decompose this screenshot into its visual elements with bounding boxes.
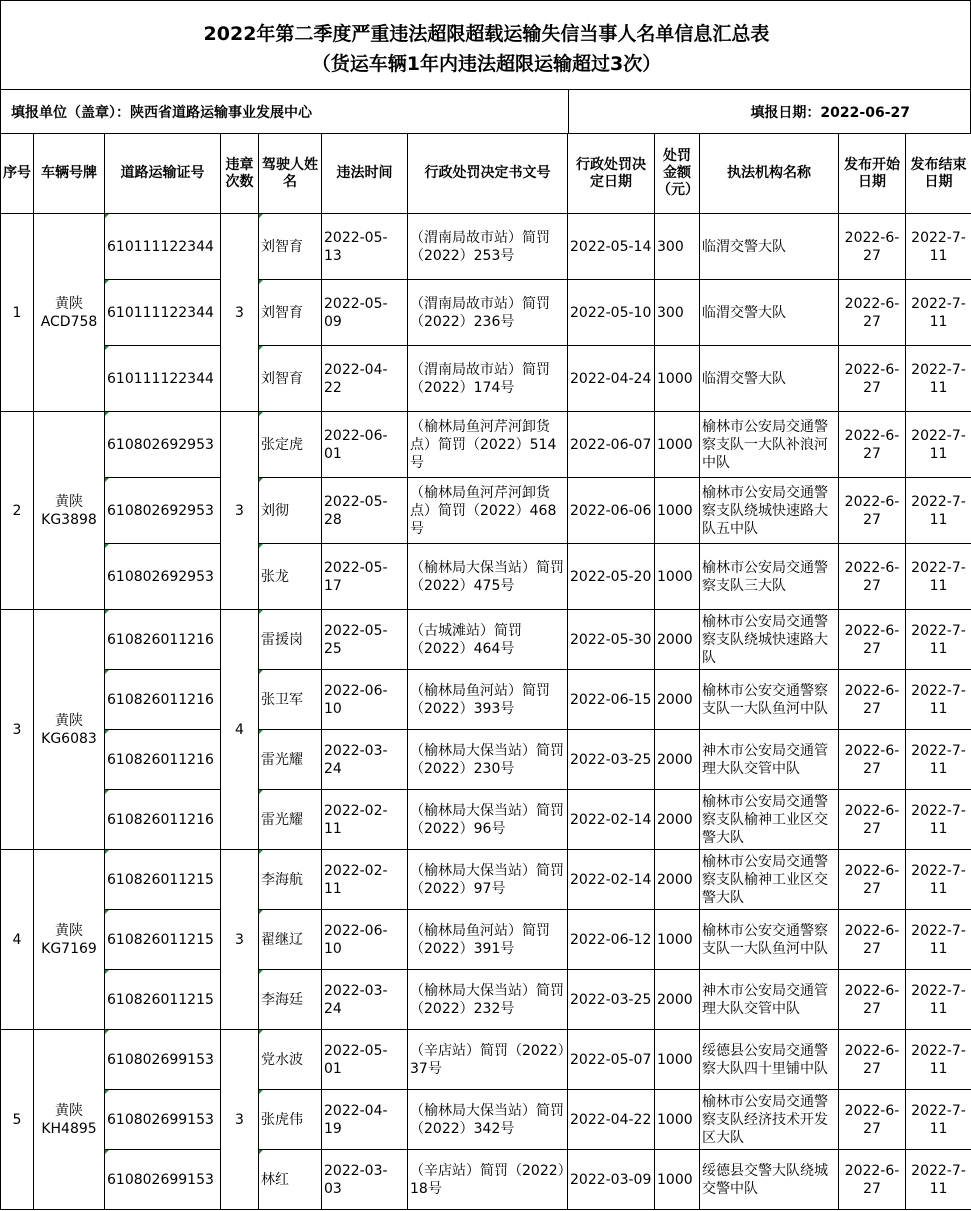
vehicle-plate: 黄陕KG3898 bbox=[34, 412, 105, 610]
enforcement-agency: 榆林市公安局交通警察支队经济技术开发区大队 bbox=[700, 1090, 839, 1150]
report-date: 填报日期：2022-06-27 bbox=[750, 105, 910, 121]
penalty-amount: 1000 bbox=[655, 412, 700, 478]
decision-date: 2022-04-22 bbox=[568, 1090, 655, 1150]
decision-date: 2022-05-20 bbox=[568, 544, 655, 610]
header-agency: 执法机构名称 bbox=[700, 134, 839, 214]
penalty-doc-number: （渭南局故市站）简罚（2022）236号 bbox=[408, 280, 568, 346]
publish-end: 2022-7-11 bbox=[906, 1090, 971, 1150]
driver-name: 党水波 bbox=[259, 1030, 322, 1090]
publish-end: 2022-7-11 bbox=[906, 730, 971, 790]
penalty-doc-number: （榆林局鱼河芹河卸货点）简罚（2022）514号 bbox=[408, 412, 568, 478]
header-doc: 行政处罚决定书文号 bbox=[408, 134, 568, 214]
report-title: 2022年第二季度严重违法超限超载运输失信当事人名单信息汇总表 bbox=[203, 23, 770, 45]
enforcement-agency: 神木市公安局交通管理大队交管中队 bbox=[700, 730, 839, 790]
publish-start: 2022-6-27 bbox=[839, 730, 906, 790]
decision-date: 2022-02-14 bbox=[568, 850, 655, 910]
row-seq: 2 bbox=[1, 412, 34, 610]
table-row bbox=[1, 670, 971, 730]
driver-name: 雷光耀 bbox=[259, 790, 322, 850]
table-row bbox=[1, 910, 971, 970]
transport-license: 610826011215 bbox=[105, 970, 221, 1030]
header-decision-date: 行政处罚决定日期 bbox=[568, 134, 655, 214]
vehicle-plate: 黄陕KH4895 bbox=[34, 1030, 105, 1210]
publish-start: 2022-6-27 bbox=[839, 412, 906, 478]
transport-license: 610802699153 bbox=[105, 1030, 221, 1090]
publish-start: 2022-6-27 bbox=[839, 544, 906, 610]
header-license: 道路运输证号 bbox=[105, 134, 221, 214]
publish-start: 2022-6-27 bbox=[839, 670, 906, 730]
violation-time: 2022-03-03 bbox=[322, 1150, 408, 1210]
penalty-doc-number: （古城滩站）简罚（2022）464号 bbox=[408, 610, 568, 670]
violation-count: 3 bbox=[221, 850, 259, 1030]
publish-start: 2022-6-27 bbox=[839, 850, 906, 910]
decision-date: 2022-03-09 bbox=[568, 1150, 655, 1210]
violation-count: 3 bbox=[221, 412, 259, 610]
violation-time: 2022-06-01 bbox=[322, 412, 408, 478]
driver-name: 李海廷 bbox=[259, 970, 322, 1030]
publish-end: 2022-7-11 bbox=[906, 670, 971, 730]
publish-end: 2022-7-11 bbox=[906, 790, 971, 850]
publish-end: 2022-7-11 bbox=[906, 610, 971, 670]
penalty-doc-number: （辛店站）简罚（2022）37号 bbox=[408, 1030, 568, 1090]
table-row bbox=[1, 412, 971, 478]
publish-start: 2022-6-27 bbox=[839, 214, 906, 280]
table-row bbox=[1, 610, 971, 670]
penalty-doc-number: （榆林局大保当站）简罚（2022）342号 bbox=[408, 1090, 568, 1150]
enforcement-agency: 临渭交警大队 bbox=[700, 214, 839, 280]
publish-end: 2022-7-11 bbox=[906, 910, 971, 970]
driver-name: 张定虎 bbox=[259, 412, 322, 478]
header-pub-start: 发布开始日期 bbox=[839, 134, 906, 214]
penalty-amount: 1000 bbox=[655, 1030, 700, 1090]
enforcement-agency: 榆林市公安局交通警察支队绕城快速路大队 bbox=[700, 610, 839, 670]
publish-start: 2022-6-27 bbox=[839, 478, 906, 544]
row-seq: 5 bbox=[1, 1030, 34, 1210]
header-driver: 驾驶人姓名 bbox=[259, 134, 322, 214]
publish-start: 2022-6-27 bbox=[839, 910, 906, 970]
transport-license: 610111122344 bbox=[105, 280, 221, 346]
enforcement-agency: 榆林市公安局交通警察支队绕城快速路大队五中队 bbox=[700, 478, 839, 544]
penalty-doc-number: （渭南局故市站）简罚（2022）174号 bbox=[408, 346, 568, 412]
violation-time: 2022-06-10 bbox=[322, 670, 408, 730]
violation-time: 2022-02-11 bbox=[322, 790, 408, 850]
violation-time: 2022-05-25 bbox=[322, 610, 408, 670]
publish-end: 2022-7-11 bbox=[906, 412, 971, 478]
penalty-amount: 1000 bbox=[655, 1090, 700, 1150]
decision-date: 2022-06-07 bbox=[568, 412, 655, 478]
penalty-amount: 300 bbox=[655, 280, 700, 346]
penalty-amount: 1000 bbox=[655, 544, 700, 610]
penalty-amount: 2000 bbox=[655, 790, 700, 850]
publish-start: 2022-6-27 bbox=[839, 790, 906, 850]
penalty-doc-number: （榆林局鱼河站）简罚（2022）391号 bbox=[408, 910, 568, 970]
enforcement-agency: 榆林市公安交通警察支队一大队鱼河中队 bbox=[700, 910, 839, 970]
row-seq: 4 bbox=[1, 850, 34, 1030]
table-body bbox=[1, 214, 971, 1210]
driver-name: 刘彻 bbox=[259, 478, 322, 544]
publish-start: 2022-6-27 bbox=[839, 280, 906, 346]
enforcement-agency: 榆林市公安局交通警察支队榆神工业区交警大队 bbox=[700, 790, 839, 850]
penalty-amount: 2000 bbox=[655, 970, 700, 1030]
decision-date: 2022-06-06 bbox=[568, 478, 655, 544]
penalty-doc-number: （榆林局鱼河站）简罚（2022）393号 bbox=[408, 670, 568, 730]
violation-time: 2022-05-01 bbox=[322, 1030, 408, 1090]
decision-date: 2022-06-12 bbox=[568, 910, 655, 970]
violation-time: 2022-05-17 bbox=[322, 544, 408, 610]
violation-time: 2022-04-22 bbox=[322, 346, 408, 412]
driver-name: 张卫军 bbox=[259, 670, 322, 730]
decision-date: 2022-05-07 bbox=[568, 1030, 655, 1090]
decision-date: 2022-05-14 bbox=[568, 214, 655, 280]
penalty-doc-number: （榆林局大保当站）简罚（2022）475号 bbox=[408, 544, 568, 610]
header-plate: 车辆号牌 bbox=[34, 134, 105, 214]
violation-time: 2022-02-11 bbox=[322, 850, 408, 910]
publish-start: 2022-6-27 bbox=[839, 1030, 906, 1090]
violation-time: 2022-04-19 bbox=[322, 1090, 408, 1150]
decision-date: 2022-03-25 bbox=[568, 730, 655, 790]
publish-start: 2022-6-27 bbox=[839, 610, 906, 670]
driver-name: 林红 bbox=[259, 1150, 322, 1210]
table-header bbox=[1, 134, 971, 214]
driver-name: 雷光耀 bbox=[259, 730, 322, 790]
penalty-doc-number: （榆林局大保当站）简罚（2022）230号 bbox=[408, 730, 568, 790]
driver-name: 刘智育 bbox=[259, 214, 322, 280]
table-row bbox=[1, 790, 971, 850]
enforcement-agency: 榆林市公安交通警察支队一大队鱼河中队 bbox=[700, 670, 839, 730]
table-row bbox=[1, 478, 971, 544]
publish-end: 2022-7-11 bbox=[906, 1030, 971, 1090]
table-row bbox=[1, 970, 971, 1030]
decision-date: 2022-06-15 bbox=[568, 670, 655, 730]
title-area bbox=[0, 0, 971, 89]
violation-time: 2022-03-24 bbox=[322, 730, 408, 790]
transport-license: 610111122344 bbox=[105, 346, 221, 412]
penalty-amount: 2000 bbox=[655, 730, 700, 790]
penalty-amount: 2000 bbox=[655, 850, 700, 910]
reporting-unit: 填报单位（盖章）：陕西省道路运输事业发展中心 bbox=[11, 105, 312, 121]
table-row bbox=[1, 850, 971, 910]
transport-license: 610826011216 bbox=[105, 730, 221, 790]
transport-license: 610802692953 bbox=[105, 478, 221, 544]
enforcement-agency: 榆林市公安局交通警察支队一大队补浪河中队 bbox=[700, 412, 839, 478]
penalty-doc-number: （榆林局鱼河芹河卸货点）简罚（2022）468号 bbox=[408, 478, 568, 544]
enforcement-agency: 临渭交警大队 bbox=[700, 346, 839, 412]
row-seq: 3 bbox=[1, 610, 34, 850]
penalty-amount: 300 bbox=[655, 214, 700, 280]
enforcement-agency: 榆林市公安局交通警察支队榆神工业区交警大队 bbox=[700, 850, 839, 910]
publish-end: 2022-7-11 bbox=[906, 280, 971, 346]
header-count: 违章次数 bbox=[221, 134, 259, 214]
info-row bbox=[0, 89, 971, 133]
table-row bbox=[1, 346, 971, 412]
driver-name: 雷援岗 bbox=[259, 610, 322, 670]
decision-date: 2022-04-24 bbox=[568, 346, 655, 412]
transport-license: 610826011216 bbox=[105, 790, 221, 850]
driver-name: 翟继辽 bbox=[259, 910, 322, 970]
publish-end: 2022-7-11 bbox=[906, 850, 971, 910]
transport-license: 610802699153 bbox=[105, 1150, 221, 1210]
table-row bbox=[1, 544, 971, 610]
violation-time: 2022-05-28 bbox=[322, 478, 408, 544]
report-subtitle: （货运车辆1年内违法超限运输超过3次） bbox=[311, 53, 662, 75]
enforcement-agency: 绥德县交警大队绕城交警中队 bbox=[700, 1150, 839, 1210]
driver-name: 刘智育 bbox=[259, 280, 322, 346]
decision-date: 2022-03-25 bbox=[568, 970, 655, 1030]
vehicle-plate: 黄陕KG6083 bbox=[34, 610, 105, 850]
decision-date: 2022-05-10 bbox=[568, 280, 655, 346]
driver-name: 张虎伟 bbox=[259, 1090, 322, 1150]
penalty-amount: 1000 bbox=[655, 910, 700, 970]
violation-time: 2022-06-10 bbox=[322, 910, 408, 970]
enforcement-agency: 临渭交警大队 bbox=[700, 280, 839, 346]
violation-table bbox=[0, 133, 971, 1210]
publish-end: 2022-7-11 bbox=[906, 478, 971, 544]
enforcement-agency: 榆林市公安局交通警察支队三大队 bbox=[700, 544, 839, 610]
penalty-amount: 2000 bbox=[655, 610, 700, 670]
transport-license: 610826011216 bbox=[105, 670, 221, 730]
violation-count: 3 bbox=[221, 214, 259, 412]
penalty-doc-number: （榆林局大保当站）简罚（2022）232号 bbox=[408, 970, 568, 1030]
table-row bbox=[1, 730, 971, 790]
penalty-doc-number: （渭南局故市站）简罚（2022）253号 bbox=[408, 214, 568, 280]
header-pub-end: 发布结束日期 bbox=[906, 134, 971, 214]
publish-start: 2022-6-27 bbox=[839, 970, 906, 1030]
violation-count: 3 bbox=[221, 1030, 259, 1210]
penalty-amount: 1000 bbox=[655, 346, 700, 412]
table-row bbox=[1, 214, 971, 280]
penalty-amount: 1000 bbox=[655, 1150, 700, 1210]
transport-license: 610111122344 bbox=[105, 214, 221, 280]
publish-end: 2022-7-11 bbox=[906, 214, 971, 280]
driver-name: 李海航 bbox=[259, 850, 322, 910]
table-row bbox=[1, 280, 971, 346]
transport-license: 610826011215 bbox=[105, 850, 221, 910]
decision-date: 2022-02-14 bbox=[568, 790, 655, 850]
vehicle-plate: 黄陕KG7169 bbox=[34, 850, 105, 1030]
penalty-doc-number: （辛店站）简罚（2022）18号 bbox=[408, 1150, 568, 1210]
penalty-doc-number: （榆林局大保当站）简罚（2022）96号 bbox=[408, 790, 568, 850]
transport-license: 610802692953 bbox=[105, 544, 221, 610]
driver-name: 张龙 bbox=[259, 544, 322, 610]
violation-time: 2022-03-24 bbox=[322, 970, 408, 1030]
violation-time: 2022-05-13 bbox=[322, 214, 408, 280]
header-amount: 处罚金额（元） bbox=[655, 134, 700, 214]
header-seq: 序号 bbox=[1, 134, 34, 214]
publish-end: 2022-7-11 bbox=[906, 970, 971, 1030]
info-divider bbox=[568, 90, 569, 133]
header-time: 违法时间 bbox=[322, 134, 408, 214]
publish-start: 2022-6-27 bbox=[839, 1150, 906, 1210]
publish-end: 2022-7-11 bbox=[906, 346, 971, 412]
penalty-amount: 2000 bbox=[655, 670, 700, 730]
publish-end: 2022-7-11 bbox=[906, 1150, 971, 1210]
decision-date: 2022-05-30 bbox=[568, 610, 655, 670]
penalty-doc-number: （榆林局大保当站）简罚（2022）97号 bbox=[408, 850, 568, 910]
vehicle-plate: 黄陕ACD758 bbox=[34, 214, 105, 412]
driver-name: 刘智育 bbox=[259, 346, 322, 412]
publish-start: 2022-6-27 bbox=[839, 346, 906, 412]
publish-end: 2022-7-11 bbox=[906, 544, 971, 610]
publish-start: 2022-6-27 bbox=[839, 1090, 906, 1150]
table-row bbox=[1, 1090, 971, 1150]
penalty-amount: 1000 bbox=[655, 478, 700, 544]
transport-license: 610826011216 bbox=[105, 610, 221, 670]
violation-count: 4 bbox=[221, 610, 259, 850]
enforcement-agency: 绥德县公安局交通警察大队四十里铺中队 bbox=[700, 1030, 839, 1090]
transport-license: 610802692953 bbox=[105, 412, 221, 478]
table-row bbox=[1, 1150, 971, 1210]
enforcement-agency: 神木市公安局交通管理大队交管中队 bbox=[700, 970, 839, 1030]
table-row bbox=[1, 1030, 971, 1090]
transport-license: 610826011215 bbox=[105, 910, 221, 970]
transport-license: 610802699153 bbox=[105, 1090, 221, 1150]
violation-time: 2022-05-09 bbox=[322, 280, 408, 346]
row-seq: 1 bbox=[1, 214, 34, 412]
